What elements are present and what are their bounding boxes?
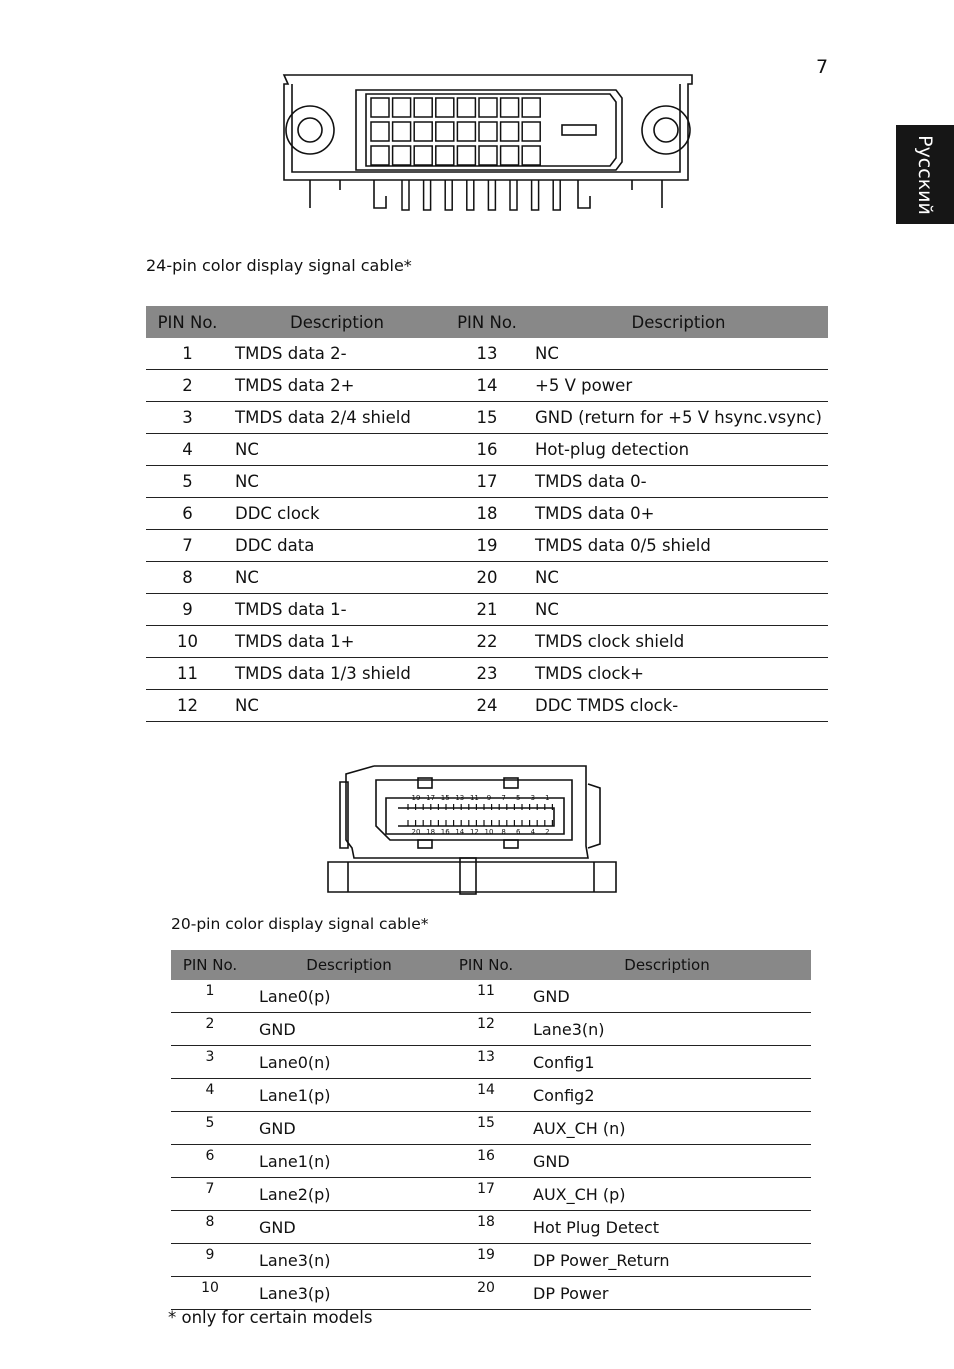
table-row — [171, 1178, 811, 1211]
dp-pin-table — [171, 950, 811, 1310]
dp-pin-label: 12 — [469, 828, 479, 836]
dvi-solder-leg — [424, 180, 431, 210]
table-row — [171, 980, 811, 1013]
table-row — [171, 1112, 811, 1145]
pin-description: GND — [523, 980, 811, 1013]
dvi-pin-socket — [479, 98, 497, 117]
dp-pin-label: 17 — [426, 794, 436, 802]
pin-number: 8 — [171, 1211, 249, 1244]
dvi-pin-socket — [479, 122, 497, 141]
pin-description: TMDS clock shield — [529, 626, 828, 658]
dvi-solder-leg — [402, 180, 409, 210]
pin-number: 19 — [445, 530, 529, 562]
dp-pin-label: 16 — [440, 828, 450, 836]
dvi-pin-socket — [393, 98, 411, 117]
pin-number: 10 — [146, 626, 229, 658]
pin-number: 1 — [171, 980, 249, 1013]
dp-pin-label: 8 — [501, 828, 506, 836]
table-row — [171, 1277, 811, 1310]
dvi-pin-socket — [522, 98, 540, 117]
pin-description: TMDS data 2/4 shield — [229, 402, 445, 434]
pin-description: GND — [249, 1211, 449, 1244]
table-row — [146, 434, 828, 466]
dvi-solder-leg — [445, 180, 452, 210]
pin-description: NC — [229, 562, 445, 594]
pin-description: +5 V power — [529, 370, 828, 402]
pin-description: NC — [529, 594, 828, 626]
dvi-pin-socket — [501, 146, 519, 165]
pin-description: Lane0(p) — [249, 980, 449, 1013]
dvi-pin-socket — [371, 122, 389, 141]
pin-description: DP Power_Return — [523, 1244, 811, 1277]
pin-description: Config2 — [523, 1079, 811, 1112]
dvi-pin-socket — [501, 98, 519, 117]
dp-pin-label: 2 — [545, 828, 550, 836]
pin-number: 2 — [171, 1013, 249, 1046]
pin-description: Lane1(n) — [249, 1145, 449, 1178]
header-description: Description — [229, 306, 445, 338]
pin-description: DDC TMDS clock- — [529, 690, 828, 722]
pin-number: 18 — [449, 1211, 523, 1244]
dvi-solder-leg — [532, 180, 539, 210]
pin-number: 24 — [445, 690, 529, 722]
pin-description: AUX_CH (n) — [523, 1112, 811, 1145]
dvi-pin-socket — [414, 122, 432, 141]
pin-description: TMDS data 1/3 shield — [229, 658, 445, 690]
pin-number: 9 — [146, 594, 229, 626]
dp-pin-label: 6 — [515, 828, 521, 836]
displayport-connector-diagram — [326, 760, 618, 900]
pin-number: 21 — [445, 594, 529, 626]
pin-description: NC — [529, 338, 828, 370]
pin-number: 3 — [146, 402, 229, 434]
pin-number: 3 — [171, 1046, 249, 1079]
dp-pin-label: 7 — [501, 794, 506, 802]
pin-description: DDC clock — [229, 498, 445, 530]
pin-number: 6 — [146, 498, 229, 530]
dvi-pin-socket — [371, 146, 389, 165]
pin-description: Hot-plug detection — [529, 434, 828, 466]
dp-pin-label: 4 — [530, 828, 536, 836]
dp-pin-label: 3 — [530, 794, 536, 802]
dvi-pin-socket — [371, 98, 389, 117]
dvi-solder-leg — [467, 180, 474, 210]
table-row — [146, 402, 828, 434]
dp-bottom-pin-ticks — [408, 820, 552, 826]
pin-number: 8 — [146, 562, 229, 594]
header-pin-no: PIN No. — [171, 950, 249, 980]
pin-number: 16 — [449, 1145, 523, 1178]
table-header-row — [146, 306, 828, 338]
pin-number: 11 — [146, 658, 229, 690]
dvi-pin-socket — [457, 98, 475, 117]
pin-number: 12 — [449, 1013, 523, 1046]
pin-description: GND — [249, 1112, 449, 1145]
header-description: Description — [523, 950, 811, 980]
pin-number: 7 — [171, 1178, 249, 1211]
language-tab-label: Русский — [914, 134, 936, 215]
table-row — [146, 370, 828, 402]
pin-number: 4 — [146, 434, 229, 466]
dp-pin-label: 19 — [411, 794, 421, 802]
pin-number: 12 — [146, 690, 229, 722]
table-row — [146, 594, 828, 626]
dvi-pin-socket — [436, 98, 454, 117]
pin-description: Lane3(p) — [249, 1277, 449, 1310]
pin-number: 14 — [445, 370, 529, 402]
dvi-solder-leg — [553, 180, 560, 210]
pin-description: TMDS data 2- — [229, 338, 445, 370]
pin-description: Lane1(p) — [249, 1079, 449, 1112]
pin-number: 6 — [171, 1145, 249, 1178]
table-row — [146, 530, 828, 562]
dp-pin-label: 20 — [411, 828, 421, 836]
pin-description: Lane2(p) — [249, 1178, 449, 1211]
pin-number: 15 — [449, 1112, 523, 1145]
table-row — [171, 1046, 811, 1079]
pin-description: TMDS data 1- — [229, 594, 445, 626]
pin-number: 13 — [445, 338, 529, 370]
dp-pin-label: 5 — [515, 794, 521, 802]
pin-number: 4 — [171, 1079, 249, 1112]
table-row — [146, 626, 828, 658]
pin-description: TMDS data 0- — [529, 466, 828, 498]
pin-number: 17 — [445, 466, 529, 498]
dvi-pin-socket — [436, 122, 454, 141]
pin-number: 5 — [171, 1112, 249, 1145]
pin-number: 17 — [449, 1178, 523, 1211]
dvi-pin-table — [146, 306, 828, 722]
pin-description: NC — [229, 690, 445, 722]
table-row — [146, 466, 828, 498]
pin-number: 14 — [449, 1079, 523, 1112]
pin-description: TMDS data 0/5 shield — [529, 530, 828, 562]
table-row — [171, 1079, 811, 1112]
dvi-pin-socket — [393, 122, 411, 141]
pin-number: 5 — [146, 466, 229, 498]
dvi-pin-socket — [457, 122, 475, 141]
pin-number: 13 — [449, 1046, 523, 1079]
pin-number: 9 — [171, 1244, 249, 1277]
dp-top-pin-ticks — [408, 804, 552, 810]
dvi-pin-socket — [436, 146, 454, 165]
header-pin-no: PIN No. — [146, 306, 229, 338]
dp-pin-label: 9 — [486, 794, 492, 802]
footnote: * only for certain models — [168, 1308, 373, 1327]
pin-number: 23 — [445, 658, 529, 690]
table-row — [146, 690, 828, 722]
dp-pin-label: 15 — [440, 794, 450, 802]
dvi-connector-diagram — [280, 70, 700, 215]
dvi-pin-socket — [479, 146, 497, 165]
dp-pin-label: 1 — [545, 794, 550, 802]
dvi-pin-grid — [371, 98, 540, 165]
pin-description: Config1 — [523, 1046, 811, 1079]
table-row — [171, 1145, 811, 1178]
language-tab — [896, 125, 954, 224]
page-number: 7 — [816, 56, 829, 78]
dp-pin-label: 10 — [484, 828, 494, 836]
table-row — [146, 338, 828, 370]
pin-description: Lane3(n) — [523, 1013, 811, 1046]
pin-description: DDC data — [229, 530, 445, 562]
pin-number: 1 — [146, 338, 229, 370]
header-pin-no: PIN No. — [445, 306, 529, 338]
table-row — [171, 1211, 811, 1244]
dp-pin-label: 13 — [455, 794, 465, 802]
dvi-pin-socket — [501, 122, 519, 141]
pin-description: TMDS data 2+ — [229, 370, 445, 402]
pin-number: 18 — [445, 498, 529, 530]
dvi-pin-socket — [522, 122, 540, 141]
pin-number: 7 — [146, 530, 229, 562]
pin-description: GND — [523, 1145, 811, 1178]
table-header-row — [171, 950, 811, 980]
pin-description: TMDS data 1+ — [229, 626, 445, 658]
pin-description: TMDS data 0+ — [529, 498, 828, 530]
dp-caption: 20-pin color display signal cable* — [171, 915, 429, 933]
header-pin-no: PIN No. — [449, 950, 523, 980]
dp-pin-label: 14 — [455, 828, 465, 836]
pin-number: 22 — [445, 626, 529, 658]
pin-description: NC — [229, 466, 445, 498]
pin-description: GND (return for +5 V hsync.vsync) — [529, 402, 828, 434]
dvi-pin-socket — [393, 146, 411, 165]
dp-pin-label: 11 — [469, 794, 479, 802]
pin-description: Lane0(n) — [249, 1046, 449, 1079]
pin-description: TMDS clock+ — [529, 658, 828, 690]
table-row — [171, 1013, 811, 1046]
table-row — [146, 498, 828, 530]
dvi-pin-socket — [457, 146, 475, 165]
pin-number: 20 — [445, 562, 529, 594]
dvi-pin-socket — [414, 146, 432, 165]
pin-number: 2 — [146, 370, 229, 402]
dp-pin-label: 18 — [426, 828, 436, 836]
pin-description: Hot Plug Detect — [523, 1211, 811, 1244]
table-row — [146, 658, 828, 690]
pin-description: GND — [249, 1013, 449, 1046]
dvi-pin-socket — [522, 146, 540, 165]
pin-number: 15 — [445, 402, 529, 434]
pin-number: 19 — [449, 1244, 523, 1277]
pin-number: 10 — [171, 1277, 249, 1310]
table-row — [146, 562, 828, 594]
pin-description: NC — [229, 434, 445, 466]
dvi-bottom-pins — [402, 180, 560, 210]
pin-description: NC — [529, 562, 828, 594]
pin-description: Lane3(n) — [249, 1244, 449, 1277]
header-description: Description — [249, 950, 449, 980]
header-description: Description — [529, 306, 828, 338]
pin-number: 16 — [445, 434, 529, 466]
dvi-solder-leg — [510, 180, 517, 210]
pin-description: DP Power — [523, 1277, 811, 1310]
pin-number: 20 — [449, 1277, 523, 1310]
dvi-pin-socket — [414, 98, 432, 117]
pin-number: 11 — [449, 980, 523, 1013]
pin-description: AUX_CH (p) — [523, 1178, 811, 1211]
dvi-caption: 24-pin color display signal cable* — [146, 256, 412, 275]
table-row — [171, 1244, 811, 1277]
dvi-solder-leg — [488, 180, 495, 210]
